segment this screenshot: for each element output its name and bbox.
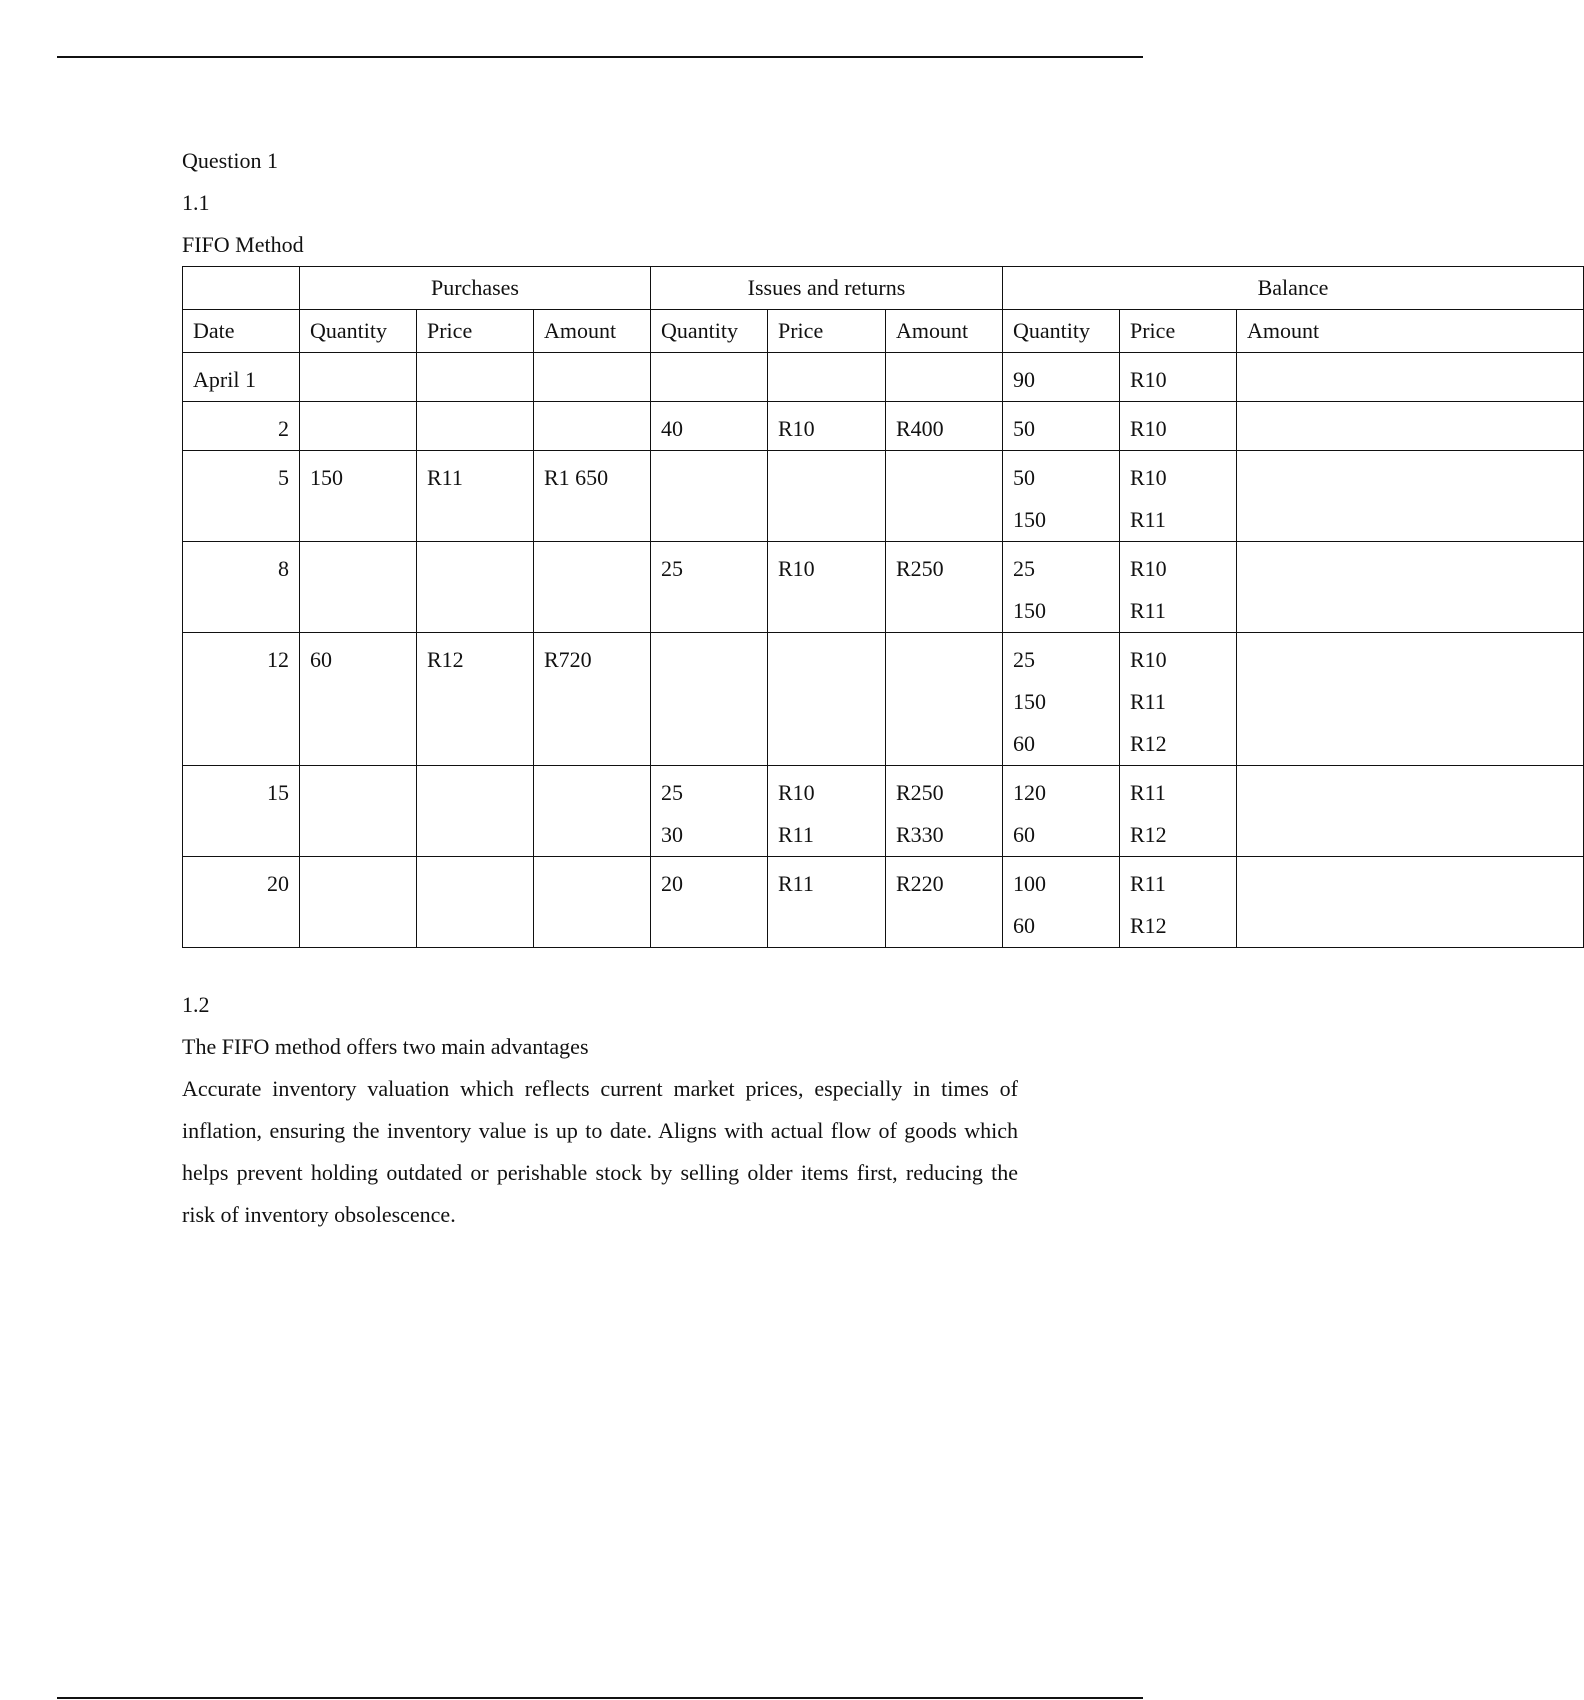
- balance-price-cell: [1120, 857, 1237, 948]
- cell-value: 20: [661, 871, 683, 896]
- date-cell: 12: [183, 633, 300, 766]
- table-row: [183, 402, 1584, 451]
- balance-amount-cell: [1237, 542, 1584, 633]
- cell-value: R12: [1130, 913, 1167, 938]
- purchase-price-cell: [417, 542, 534, 633]
- cell-value: R11: [1130, 507, 1166, 532]
- issue-price-cell: [768, 542, 886, 633]
- cell-value: R12: [427, 647, 464, 672]
- balance-price-cell: [1120, 633, 1237, 766]
- column-header: Date: [183, 310, 300, 353]
- balance-amount-cell: [1237, 353, 1584, 402]
- cell-value: R330: [896, 822, 944, 847]
- balance-quantity-cell: [1003, 857, 1120, 948]
- purchase-amount-cell: [534, 451, 651, 542]
- column-header: Price: [1120, 310, 1237, 353]
- method-title: FIFO Method: [182, 232, 304, 257]
- cell-value: 25: [661, 556, 683, 581]
- cell-value: 40: [661, 416, 683, 441]
- date-cell: 5: [183, 451, 300, 542]
- issue-quantity-cell: [651, 402, 768, 451]
- cell-value: 90: [1013, 367, 1035, 392]
- issue-quantity-cell: [651, 857, 768, 948]
- table-row: [183, 353, 1584, 402]
- issue-quantity-cell: [651, 542, 768, 633]
- balance-quantity-cell: [1003, 766, 1120, 857]
- cell-value: 150: [310, 465, 343, 490]
- cell-value: R11: [1130, 871, 1166, 896]
- purchase-amount-cell: [534, 633, 651, 766]
- balance-price-cell: [1120, 451, 1237, 542]
- cell-value: R10: [1130, 416, 1167, 441]
- table-row: [183, 857, 1584, 948]
- section-number-1-1: 1.1: [182, 190, 210, 215]
- table-row: [183, 451, 1584, 542]
- balance-amount-cell: [1237, 451, 1584, 542]
- date-cell: 20: [183, 857, 300, 948]
- balance-price-cell: [1120, 542, 1237, 633]
- issue-amount-cell: [886, 857, 1003, 948]
- cell-value: 150: [1013, 507, 1046, 532]
- purchase-quantity-cell: [300, 857, 417, 948]
- cell-value: 25: [1013, 647, 1035, 672]
- column-header: Quantity: [300, 310, 417, 353]
- cell-value: R11: [778, 871, 814, 896]
- column-header-row: [183, 310, 1584, 353]
- table-row: [183, 633, 1584, 766]
- cell-value: R11: [778, 822, 814, 847]
- group-header-row: [183, 267, 1584, 310]
- cell-value: R250: [896, 556, 944, 581]
- cell-value: 25: [661, 780, 683, 805]
- date-cell: 2: [183, 402, 300, 451]
- issue-price-cell: [768, 633, 886, 766]
- cell-value: R12: [1130, 822, 1167, 847]
- column-header: Amount: [534, 310, 651, 353]
- purchase-quantity-cell: [300, 542, 417, 633]
- cell-value: 60: [1013, 731, 1035, 756]
- cell-value: 60: [1013, 822, 1035, 847]
- purchase-amount-cell: [534, 353, 651, 402]
- cell-value: 50: [1013, 416, 1035, 441]
- cell-value: R11: [1130, 689, 1166, 714]
- cell-value: 30: [661, 822, 683, 847]
- issue-amount-cell: [886, 402, 1003, 451]
- purchase-price-cell: [417, 353, 534, 402]
- purchase-quantity-cell: [300, 633, 417, 766]
- cell-value: 100: [1013, 871, 1046, 896]
- issue-amount-cell: [886, 451, 1003, 542]
- cell-value: R11: [1130, 780, 1166, 805]
- advantages-intro: The FIFO method offers two main advantages: [182, 1034, 589, 1059]
- purchase-price-cell: [417, 451, 534, 542]
- cell-value: R10: [1130, 465, 1167, 490]
- header-rule: [57, 56, 1143, 58]
- issue-price-cell: [768, 451, 886, 542]
- issue-quantity-cell: [651, 353, 768, 402]
- purchase-amount-cell: [534, 857, 651, 948]
- cell-value: 50: [1013, 465, 1035, 490]
- purchase-price-cell: [417, 766, 534, 857]
- group-header-blank: [183, 267, 300, 310]
- purchase-amount-cell: [534, 542, 651, 633]
- balance-amount-cell: [1237, 766, 1584, 857]
- issue-amount-cell: [886, 766, 1003, 857]
- column-header: Quantity: [1003, 310, 1120, 353]
- balance-amount-cell: [1237, 857, 1584, 948]
- issue-amount-cell: [886, 633, 1003, 766]
- date-cell: 15: [183, 766, 300, 857]
- issue-price-cell: [768, 766, 886, 857]
- cell-value: R250: [896, 780, 944, 805]
- advantages-paragraph: Accurate inventory valuation which reflects current market prices, especially in times of inflation, ensuring the inventory value is up to date. Aligns with actual flow of goods which helps prevent holding outdated or perishable stock by selling older items first, reducing the risk of inventory obsolescence.: [182, 1076, 1018, 1227]
- purchase-quantity-cell: [300, 353, 417, 402]
- fifo-table-container: [182, 266, 1329, 948]
- issue-quantity-cell: [651, 766, 768, 857]
- cell-value: R220: [896, 871, 944, 896]
- fifo-table: [182, 266, 1584, 948]
- cell-value: 120: [1013, 780, 1046, 805]
- cell-value: R10: [1130, 556, 1167, 581]
- cell-value: R10: [778, 416, 815, 441]
- column-header: Quantity: [651, 310, 768, 353]
- balance-quantity-cell: [1003, 633, 1120, 766]
- purchases-header: Purchases: [300, 267, 651, 310]
- question-heading: Question 1: [182, 148, 278, 173]
- cell-value: R400: [896, 416, 944, 441]
- balance-header: Balance: [1003, 267, 1584, 310]
- date-cell: April 1: [183, 353, 300, 402]
- issue-price-cell: [768, 402, 886, 451]
- balance-quantity-cell: [1003, 451, 1120, 542]
- balance-quantity-cell: [1003, 402, 1120, 451]
- issue-price-cell: [768, 857, 886, 948]
- column-header: Amount: [1237, 310, 1584, 353]
- purchase-amount-cell: [534, 766, 651, 857]
- issues-header: Issues and returns: [651, 267, 1003, 310]
- cell-value: R12: [1130, 731, 1167, 756]
- purchase-amount-cell: [534, 402, 651, 451]
- cell-value: R10: [778, 556, 815, 581]
- cell-value: 60: [1013, 913, 1035, 938]
- table-row: [183, 766, 1584, 857]
- cell-value: 150: [1013, 598, 1046, 623]
- cell-value: R10: [778, 780, 815, 805]
- issue-quantity-cell: [651, 451, 768, 542]
- section-number-1-2: 1.2: [182, 992, 210, 1017]
- date-cell: 8: [183, 542, 300, 633]
- cell-value: R11: [427, 465, 463, 490]
- cell-value: 25: [1013, 556, 1035, 581]
- column-header: Amount: [886, 310, 1003, 353]
- footer-rule: [57, 1697, 1143, 1699]
- column-header: Price: [417, 310, 534, 353]
- cell-value: 150: [1013, 689, 1046, 714]
- balance-price-cell: [1120, 353, 1237, 402]
- cell-value: 60: [310, 647, 332, 672]
- purchase-quantity-cell: [300, 402, 417, 451]
- purchase-price-cell: [417, 633, 534, 766]
- balance-amount-cell: [1237, 633, 1584, 766]
- balance-amount-cell: [1237, 402, 1584, 451]
- column-header: Price: [768, 310, 886, 353]
- balance-price-cell: [1120, 402, 1237, 451]
- issue-amount-cell: [886, 353, 1003, 402]
- document-body: [182, 140, 1329, 1236]
- purchase-price-cell: [417, 402, 534, 451]
- table-row: [183, 542, 1584, 633]
- issue-price-cell: [768, 353, 886, 402]
- balance-price-cell: [1120, 766, 1237, 857]
- purchase-quantity-cell: [300, 451, 417, 542]
- cell-value: R10: [1130, 647, 1167, 672]
- cell-value: R720: [544, 647, 592, 672]
- purchase-price-cell: [417, 857, 534, 948]
- cell-value: R11: [1130, 598, 1166, 623]
- balance-quantity-cell: [1003, 542, 1120, 633]
- issue-quantity-cell: [651, 633, 768, 766]
- cell-value: R1 650: [544, 465, 609, 490]
- purchase-quantity-cell: [300, 766, 417, 857]
- cell-value: R10: [1130, 367, 1167, 392]
- balance-quantity-cell: [1003, 353, 1120, 402]
- issue-amount-cell: [886, 542, 1003, 633]
